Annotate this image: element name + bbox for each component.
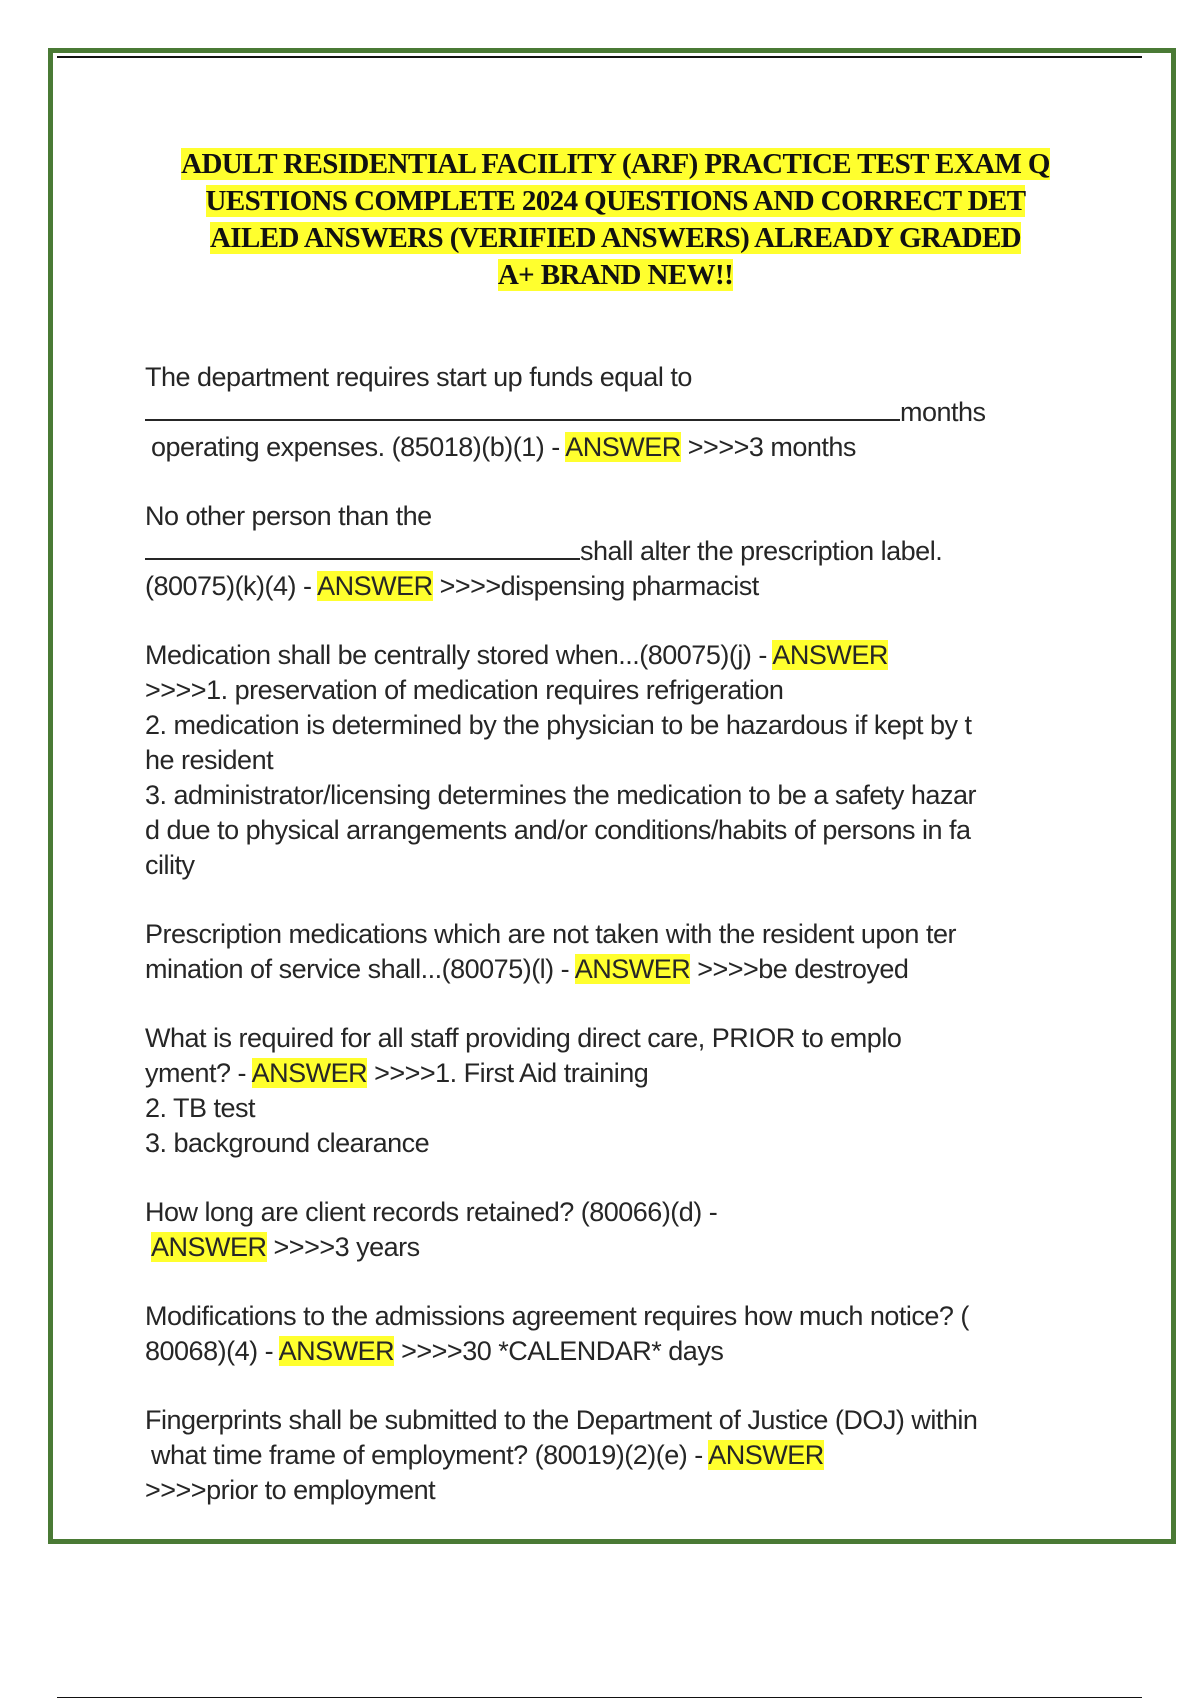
- title-line: ADULT RESIDENTIAL FACILITY (ARF) PRACTICE TEST EXAM Q: [181, 148, 1050, 180]
- title-line: AILED ANSWERS (VERIFIED ANSWERS) ALREADY GRADED: [209, 222, 1022, 254]
- qa-item: [145, 638, 1105, 883]
- answer-tag: ANSWER: [565, 432, 681, 462]
- fill-in-blank: [145, 534, 580, 560]
- fill-in-blank: [145, 395, 900, 421]
- answer-text: >>>>1. preservation of medication requires refrigeration: [145, 675, 784, 705]
- answer-text: >>>>1. First Aid training: [374, 1058, 649, 1088]
- question-text: What is required for all staff providing direct care, PRIOR to emplo: [145, 1023, 902, 1053]
- answer-text: 2. medication is determined by the physician to be hazardous if kept by t: [145, 710, 972, 740]
- answer-text: cility: [145, 850, 195, 880]
- qa-item: [145, 1195, 1105, 1265]
- answer-text: >>>>3 years: [273, 1232, 420, 1262]
- bottom-rule: [57, 1697, 1142, 1698]
- qa-item: [145, 499, 1105, 604]
- question-text: operating expenses. (85018)(b)(1) -: [151, 432, 560, 462]
- document-title: [148, 146, 1083, 294]
- answer-tag: ANSWER: [151, 1232, 267, 1262]
- answer-tag: ANSWER: [574, 954, 691, 984]
- question-text: No other person than the: [145, 501, 432, 531]
- answer-tag: ANSWER: [708, 1440, 824, 1470]
- question-text: Fingerprints shall be submitted to the Department of Justice (DOJ) within: [145, 1405, 978, 1435]
- qa-item: [145, 1021, 1105, 1161]
- question-text: what time frame of employment? (80019)(2)(e) -: [151, 1440, 703, 1470]
- question-text: Medication shall be centrally stored when...(80075)(j) -: [145, 640, 767, 670]
- question-text: mination of service shall...(80075)(l) -: [145, 954, 570, 984]
- question-text: The department requires start up funds equal to: [145, 362, 692, 392]
- question-text: months: [900, 397, 986, 427]
- answer-text: >>>>be destroyed: [697, 954, 909, 984]
- question-text: 80068)(4) -: [145, 1336, 274, 1366]
- answer-text: d due to physical arrangements and/or conditions/habits of persons in fa: [145, 815, 971, 845]
- answer-text: >>>>30 *CALENDAR* days: [401, 1336, 724, 1366]
- answer-tag: ANSWER: [772, 640, 888, 670]
- question-text: Modifications to the admissions agreement requires how much notice? (: [145, 1301, 969, 1331]
- question-text: shall alter the prescription label.: [580, 536, 943, 566]
- answer-text: he resident: [145, 745, 274, 775]
- answer-tag: ANSWER: [251, 1058, 368, 1088]
- qa-list: [145, 360, 1105, 1542]
- answer-tag: ANSWER: [278, 1336, 395, 1366]
- title-line: A+ BRAND NEW!!: [497, 259, 734, 291]
- answer-text: 3. administrator/licensing determines the medication to be a safety hazar: [145, 780, 976, 810]
- answer-tag: ANSWER: [317, 571, 433, 601]
- question-text: (80075)(k)(4) -: [145, 571, 312, 601]
- qa-item: [145, 917, 1105, 987]
- question-text: yment? -: [145, 1058, 247, 1088]
- title-line: UESTIONS COMPLETE 2024 QUESTIONS AND CORRECT DET: [205, 185, 1026, 217]
- answer-text: 2. TB test: [145, 1093, 256, 1123]
- answer-text: >>>>3 months: [687, 432, 856, 462]
- qa-item: [145, 1299, 1105, 1369]
- question-text: Prescription medications which are not taken with the resident upon ter: [145, 919, 956, 949]
- question-text: How long are client records retained? (80066)(d) -: [145, 1197, 718, 1227]
- qa-item: [145, 1403, 1105, 1508]
- qa-item: [145, 360, 1105, 465]
- answer-text: >>>>dispensing pharmacist: [439, 571, 759, 601]
- answer-text: 3. background clearance: [145, 1128, 430, 1158]
- answer-text: >>>>prior to employment: [145, 1475, 436, 1505]
